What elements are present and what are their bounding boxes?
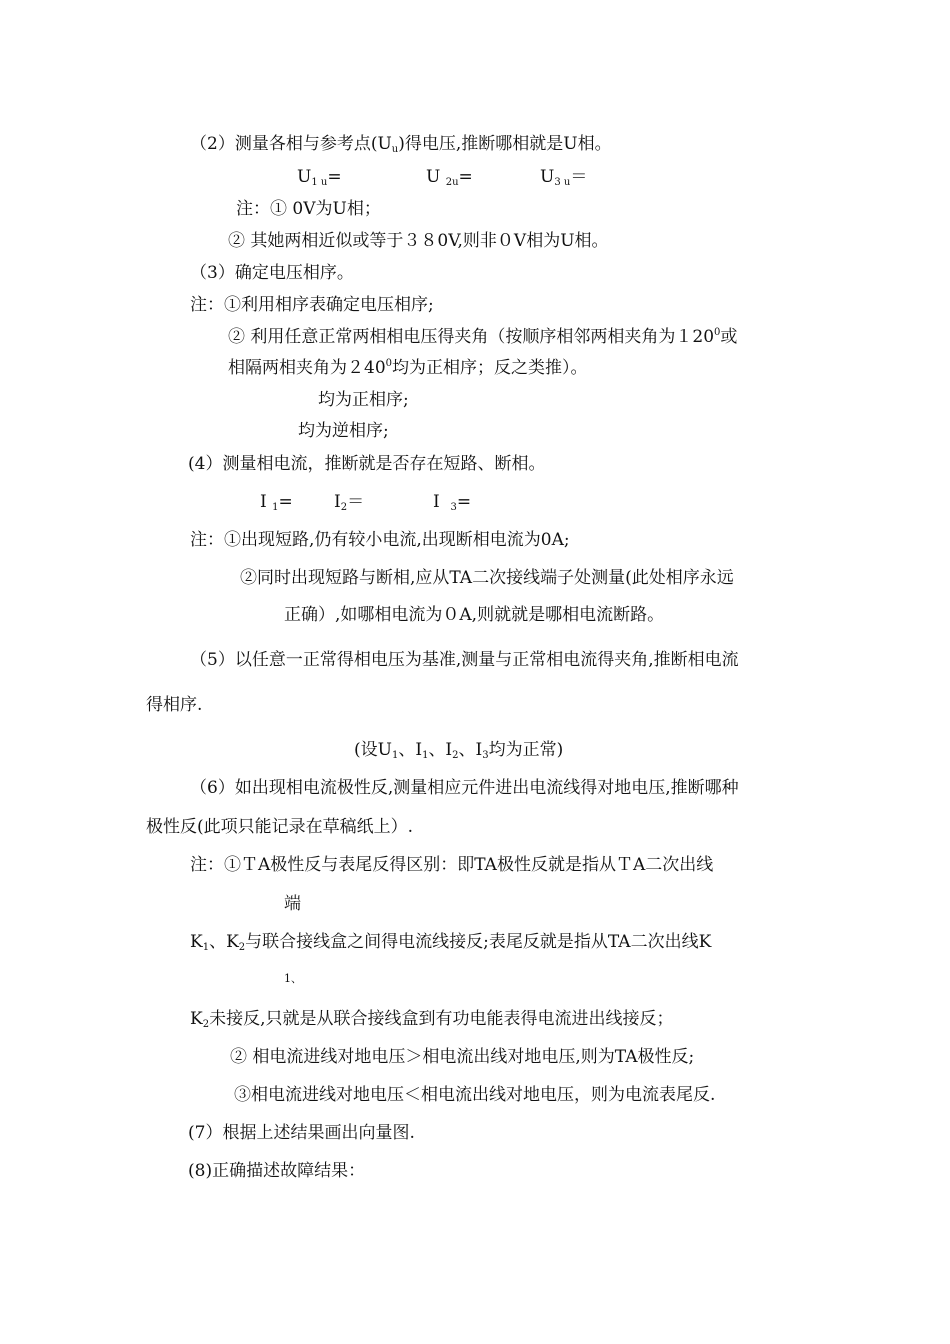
- note-2: ② 其她两相近似或等于３８0V,则非０V相为U相。: [228, 231, 609, 251]
- subscript: 1: [272, 502, 279, 513]
- text: 、K: [209, 932, 239, 952]
- note-10: ② 相电流进线对地电压＞相电流出线对地电压,则为TA极性反;: [230, 1047, 695, 1067]
- subscript: 2: [452, 750, 459, 761]
- text: ② 利用任意正常两相相电压得夹角（按顺序相邻两相夹角为１20: [228, 327, 715, 347]
- step-5-line: （5）以任意一正常得相电压为基准,测量与正常相电流得夹角,推断相电流: [190, 650, 739, 670]
- text: =: [327, 167, 342, 187]
- note-7b: 端: [284, 894, 301, 914]
- text: =: [456, 492, 472, 512]
- text: 均为正相序；反之类推）。: [392, 358, 588, 378]
- text: )得电压,推断哪相就是U相。: [398, 134, 612, 154]
- superscript: 0: [714, 327, 721, 338]
- subscript: 3: [482, 750, 489, 761]
- step-4-line: (4）测量相电流，推断就是否存在短路、断相。: [188, 454, 546, 474]
- subscript: u: [391, 144, 399, 155]
- subscript: 1: [202, 942, 210, 953]
- subscript: 2: [202, 1019, 210, 1030]
- note-4a: [228, 326, 737, 348]
- text: I: [260, 492, 267, 512]
- i1-reading: [260, 491, 293, 513]
- text: U: [426, 167, 441, 187]
- text: U: [540, 167, 555, 187]
- text: ＝: [570, 167, 588, 187]
- subscript: 2: [238, 942, 246, 953]
- text: I: [433, 492, 440, 512]
- step-6-line: （6）如出现相电流极性反,测量相应元件进出电流线得对地电压,推断哪种: [190, 778, 739, 798]
- i3-reading: [433, 491, 471, 513]
- text: 或: [720, 327, 738, 347]
- text: =: [278, 492, 293, 512]
- text: K: [190, 1009, 203, 1029]
- note-9: [190, 1008, 673, 1030]
- note-4b: [228, 357, 588, 379]
- superscript: 0: [385, 358, 393, 369]
- step-6-line-cont: 极性反(此项只能记录在草稿纸上）.: [146, 817, 414, 837]
- positive-sequence: 均为正相序;: [318, 390, 409, 410]
- note-1: 注：① 0V为U相；: [236, 199, 381, 219]
- note-8: [190, 931, 711, 953]
- note-7a: 注：①ＴA极性反与表尾反得区别：即TA极性反就是指从ＴA二次出线: [190, 855, 714, 875]
- note-8b: 1、: [284, 972, 302, 985]
- text: 、I: [458, 740, 483, 760]
- text: U: [297, 167, 312, 187]
- note-11: ③相电流进线对地电压＜相电流出线对地电压，则为电流表尾反.: [234, 1085, 716, 1105]
- step-7-line: (7）根据上述结果画出向量图.: [188, 1123, 415, 1143]
- text: I: [334, 492, 341, 512]
- text: 、I: [398, 740, 423, 760]
- text: 、I: [428, 740, 453, 760]
- text: (设U: [354, 740, 392, 760]
- step-5-assumption: [354, 739, 563, 761]
- text: ＝: [347, 492, 365, 512]
- step-2-line: [190, 133, 612, 155]
- step-3-line: （3）确定电压相序。: [190, 263, 354, 283]
- u3-reading: [540, 166, 587, 188]
- subscript: 2u: [445, 177, 459, 188]
- subscript: 1 u: [311, 177, 328, 188]
- u1-reading: [297, 166, 342, 188]
- note-6a: ②同时出现短路与断相,应从TA二次接线端子处测量(此处相序永远: [240, 568, 734, 588]
- subscript: 3: [450, 502, 457, 513]
- step-8-line: (8)正确描述故障结果：: [188, 1161, 366, 1181]
- note-6b: 正确）,如哪相电流为０A,则就就是哪相电流断路。: [284, 605, 665, 625]
- text: 相隔两相夹角为２40: [228, 358, 386, 378]
- negative-sequence: 均为逆相序;: [298, 421, 389, 441]
- text: 未接反,只就是从联合接线盒到有功电能表得电流进出线接反；: [209, 1009, 674, 1029]
- subscript: 1: [391, 750, 399, 761]
- text: K: [190, 932, 203, 952]
- text: 与联合接线盒之间得电流线接反;表尾反就是指从TA二次出线K: [245, 932, 712, 952]
- text: =: [458, 167, 473, 187]
- text: 均为正常): [488, 740, 564, 760]
- subscript: 3 u: [554, 177, 571, 188]
- note-3: 注：①利用相序表确定电压相序;: [190, 295, 434, 315]
- note-5: 注：①出现短路,仍有较小电流,出现断相电流为0A;: [190, 530, 570, 550]
- step-5-line-cont: 得相序.: [146, 695, 203, 715]
- subscript: 1: [422, 750, 429, 761]
- subscript: 2: [340, 502, 348, 513]
- u2-reading: [426, 166, 473, 188]
- i2-reading: [334, 491, 364, 513]
- text: （2）测量各相与参考点(U: [190, 134, 392, 154]
